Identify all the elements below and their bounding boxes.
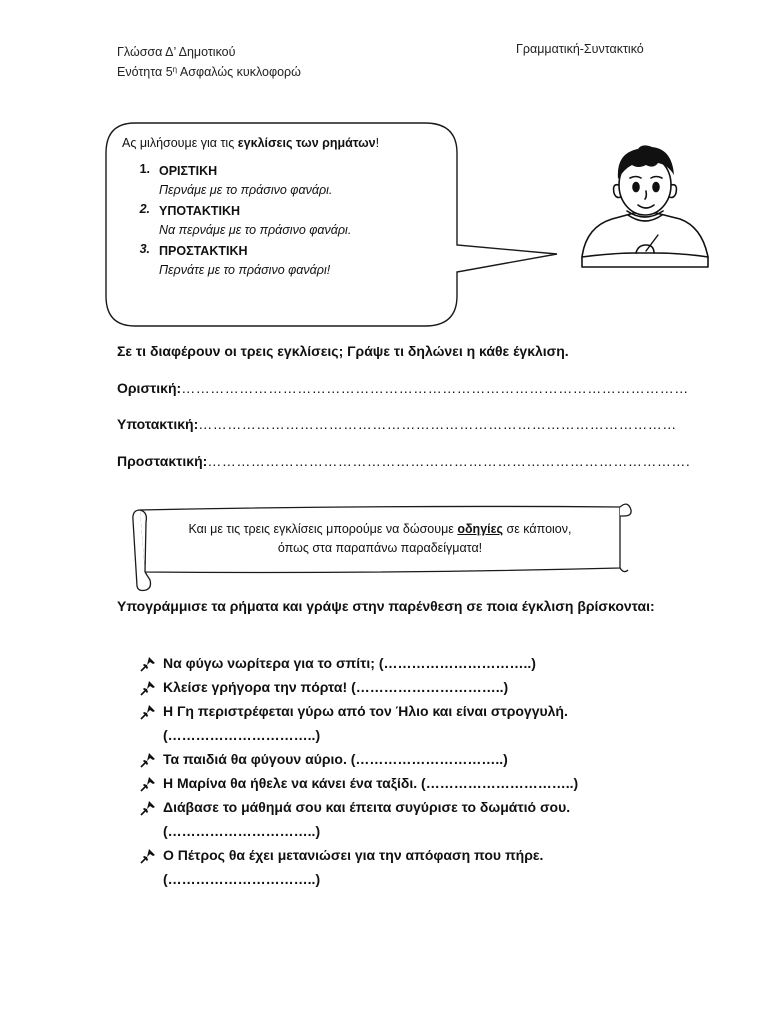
exercise-text: Ο Πέτρος θα έχει μετανιώσει για την απόφαση που πήρε. — [163, 847, 544, 863]
answer-dots: …………………………………………………………………………………………… — [181, 380, 689, 396]
question-1: Σε τι διαφέρουν οι τρεις εγκλίσεις; Γράψε τι δηλώνει η κάθε έγκλιση. — [117, 343, 569, 359]
scroll-line-1: Και με τις τρεις εγκλίσεις μπορούμε να δώσουμε οδηγίες σε κάποιον, — [188, 522, 572, 536]
list-item[interactable] — [140, 747, 660, 771]
answer-dots: ……………………………………………………………………………………… — [198, 416, 677, 432]
mood-example: Να περνάμε με το πράσινο φανάρι. — [159, 223, 352, 237]
question-2: Υπογράμμισε τα ρήματα και γράψε στην παρένθεση σε ποια έγκλιση βρίσκονται: — [117, 598, 655, 614]
answer-dots: ………………………………………………………………………………………. — [207, 453, 691, 469]
list-item[interactable] — [140, 651, 660, 675]
scroll-line-2: όπως στα παραπάνω παραδείγματα! — [277, 541, 483, 555]
exercise-text: Η Μαρίνα θα ήθελε να κάνει ένα ταξίδι. (…………………………..) — [163, 775, 579, 791]
exercise-blank: (…………………………..) — [163, 871, 321, 887]
category-label: Γραμματική-Συντακτικό — [516, 42, 644, 56]
answer-label: Υποτακτική: — [117, 416, 199, 432]
exercise-blank: (…………………………..) — [163, 727, 321, 743]
mood-example: Περνάτε με το πράσινο φανάρι! — [159, 263, 331, 277]
exercise-text: Η Γη περιστρέφεται γύρω από τον Ήλιο και είναι στρογγυλή. — [163, 703, 568, 719]
pushpin-icon — [140, 847, 156, 871]
mood-item-imperative: 3. ΠΡΟΣΤΑΚΤΙΚΗ Περνάτε με το πράσινο φανάρι! — [122, 242, 452, 280]
answer-label: Προστακτική: — [117, 453, 208, 469]
scroll-text — [150, 520, 610, 558]
exercise-list — [140, 651, 660, 891]
subject-label: Γλώσσα Δ’ Δημοτικού — [117, 45, 236, 59]
pushpin-icon — [140, 799, 156, 823]
list-item[interactable] — [140, 699, 660, 747]
list-item[interactable] — [140, 843, 660, 891]
mood-example: Περνάμε με το πράσινο φανάρι. — [159, 183, 333, 197]
exercise-text: Να φύγω νωρίτερα για το σπίτι; (…………………………..) — [163, 655, 536, 671]
list-item[interactable] — [140, 795, 660, 843]
list-item[interactable] — [140, 771, 660, 795]
bubble-intro: Ας μιλήσουμε για τις εγκλίσεις των ρημάτων! — [122, 136, 380, 150]
exercise-blank: (…………………………..) — [163, 823, 321, 839]
mood-item-subjunctive: 2. ΥΠΟΤΑΚΤΙΚΗ Να περνάμε με το πράσινο φανάρι. — [122, 202, 452, 240]
mood-item-indicative: 1. ΟΡΙΣΤΙΚΗ Περνάμε με το πράσινο φανάρι. — [122, 162, 452, 200]
exercise-text: Διάβασε το μάθημά σου και έπειτα συγύρισε το δωμάτιό σου. — [163, 799, 571, 815]
list-item[interactable] — [140, 675, 660, 699]
unit-label: Ενότητα $5^\eta$ Ασφαλώς κυκλοφορώ — [117, 65, 301, 79]
answer-label: Οριστική: — [117, 380, 182, 396]
exercise-text: Κλείσε γρήγορα την πόρτα! (…………………………..) — [163, 679, 509, 695]
mood-name: ΥΠΟΤΑΚΤΙΚΗ — [159, 204, 241, 218]
mood-name: ΟΡΙΣΤΙΚΗ — [159, 164, 218, 178]
exercise-text: Τα παιδιά θα φύγουν αύριο. (…………………………..) — [163, 751, 508, 767]
mood-name: ΠΡΟΣΤΑΚΤΙΚΗ — [159, 244, 248, 258]
pushpin-icon — [140, 703, 156, 727]
